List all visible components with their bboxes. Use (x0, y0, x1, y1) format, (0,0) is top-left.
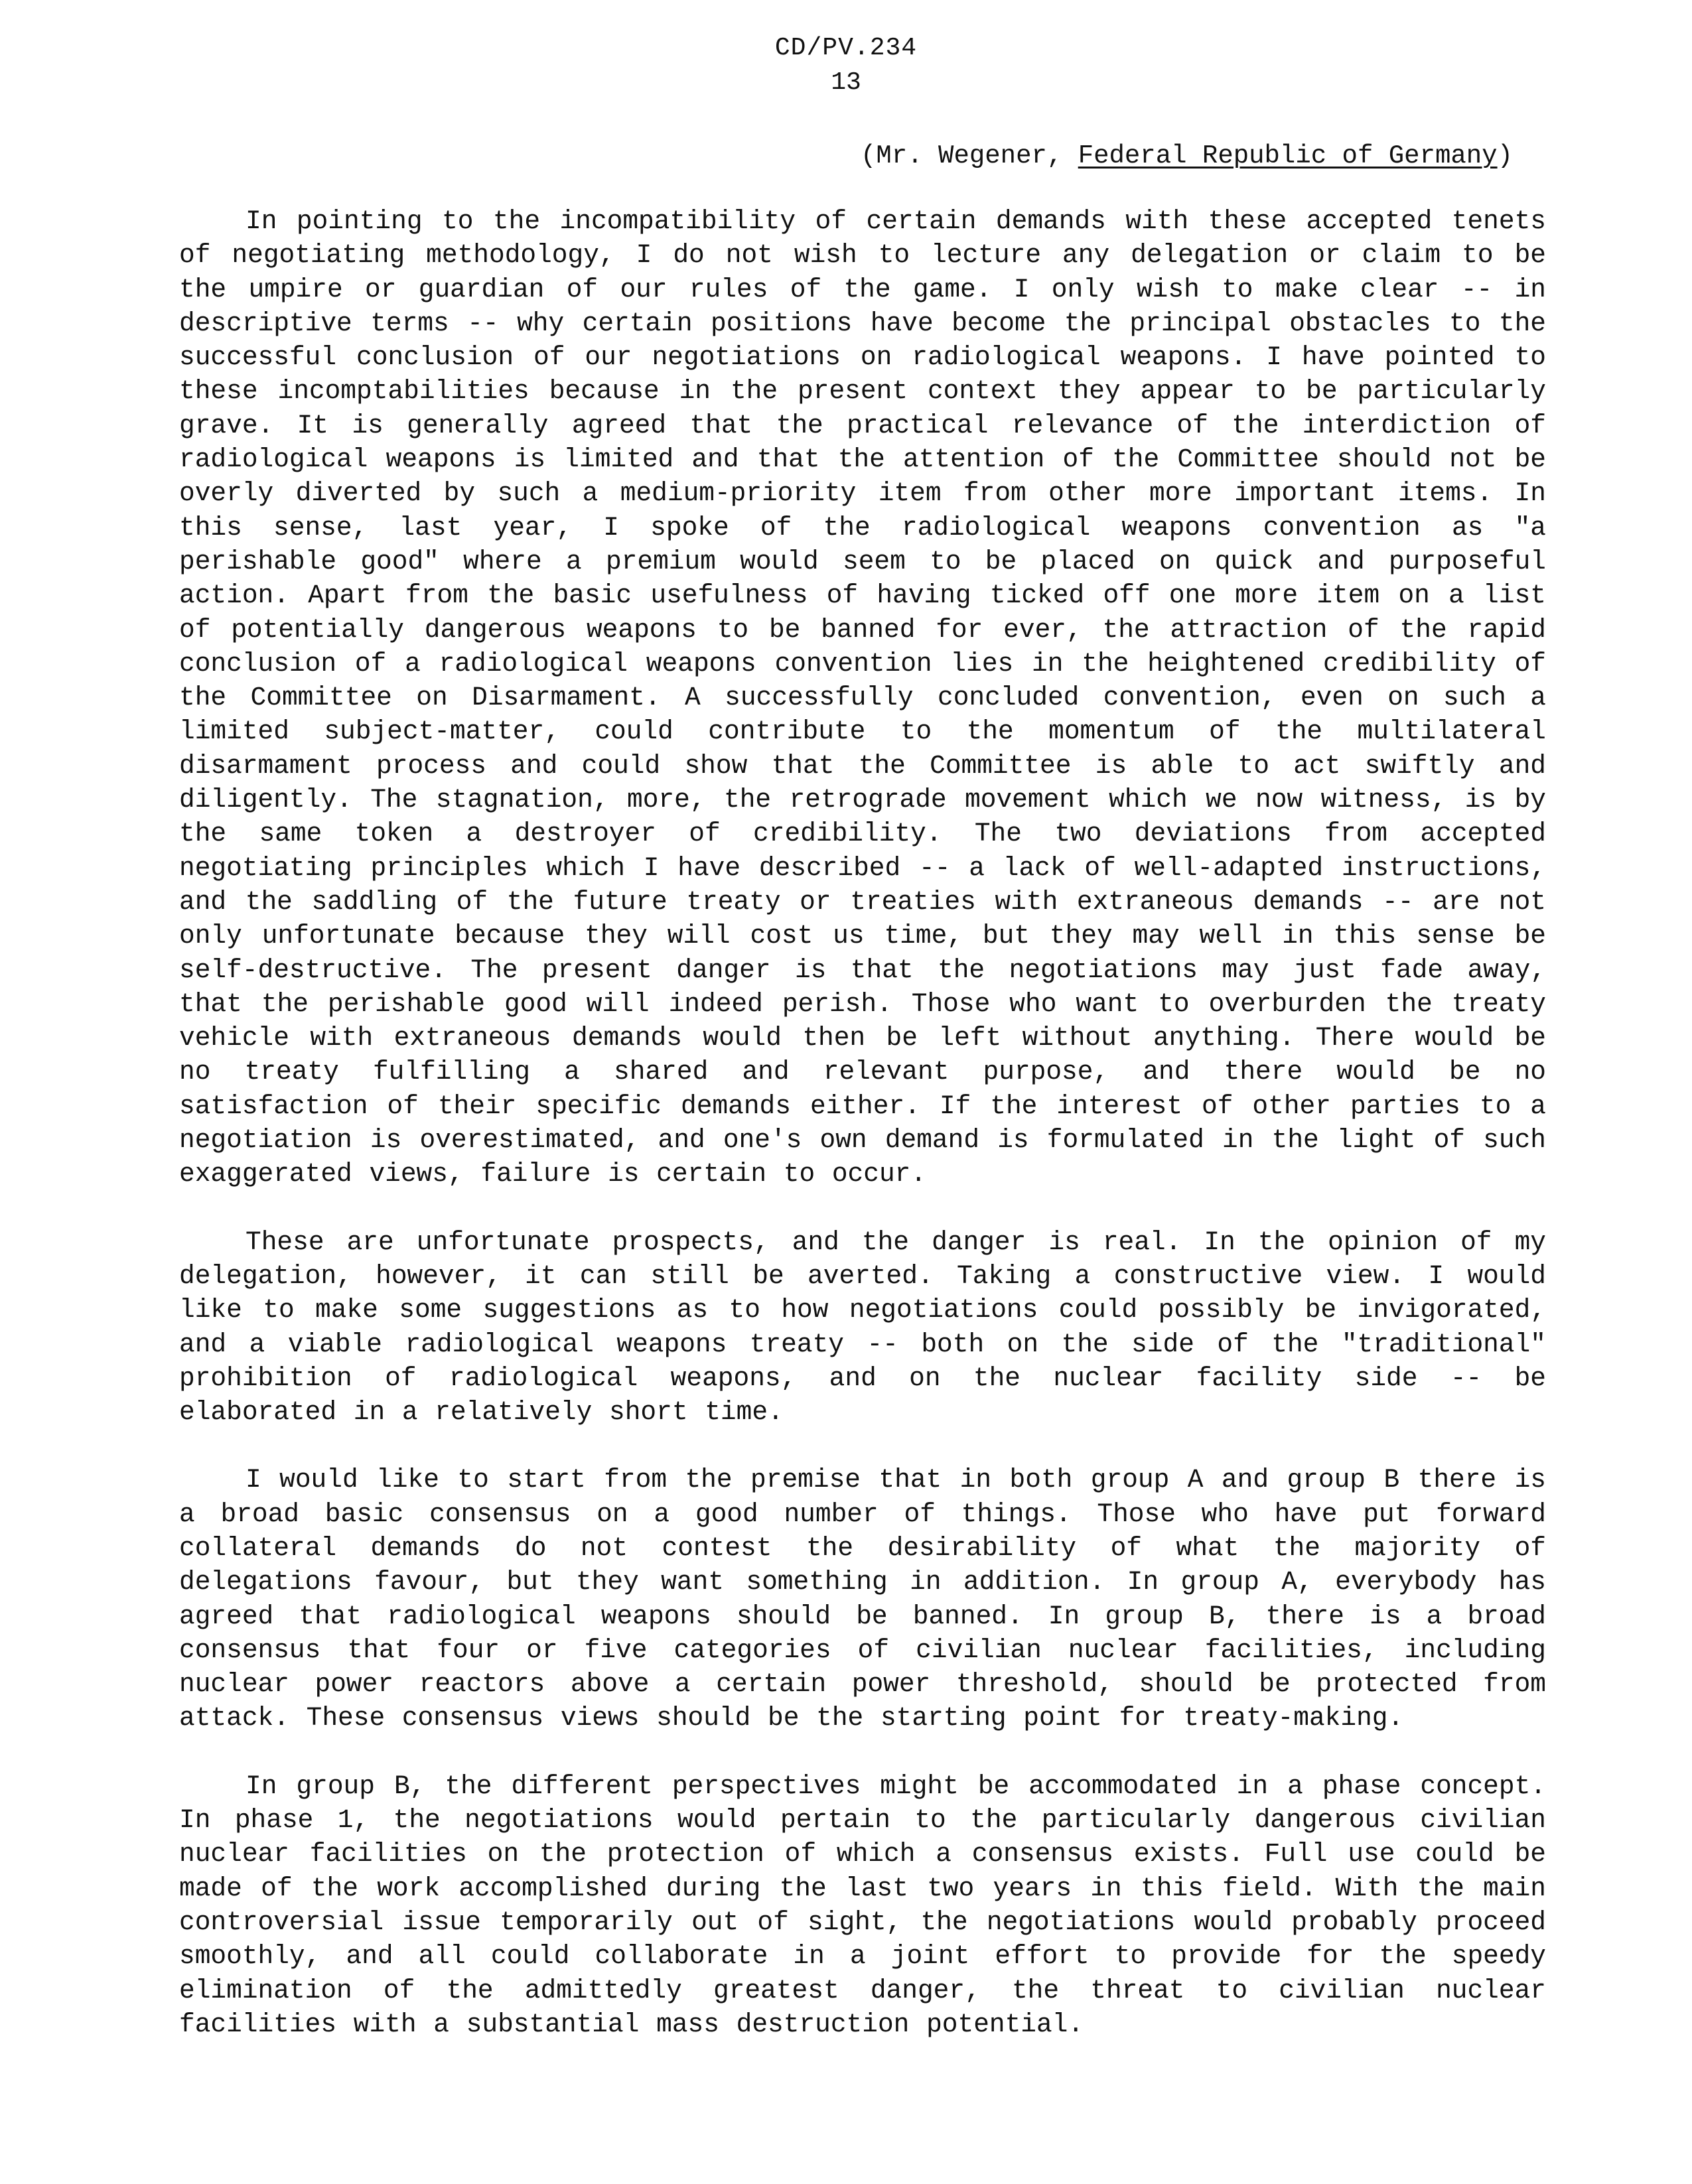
paragraph-4: In group B, the different perspectives might be accommodated in a phase concept. In phase 1, the negotiations would pertain to the particularly dangerous civilian nuclear facilities on the protection of which a consensus exists. Full use could be made of the work accomplished during the last two years in this field. With the main controversial issue temporarily out of sight, the negotiations would probably proceed smoothly, and all could collaborate in a joint effort to provide for the speedy elimination of the admittedly greatest danger, the threat to civilian nuclear facilities with a substantial mass destruction potential. (179, 1771, 1546, 2039)
paragraph-2: These are unfortunate prospects, and the danger is real. In the opinion of my delegation, however, it can still be averted. Taking a constructive view. I would like to make some suggestions as to how negotiations could possibly be invigorated, and a viable radiological weapons treaty -- both on the side of the "traditional" prohibition of radiological weapons, and on the nuclear facility side -- be elaborated in a relatively short time. (179, 1227, 1546, 1428)
page-number: 13 (831, 68, 861, 97)
speaker-country: Federal Republic of Germany (1078, 141, 1498, 171)
document-symbol: CD/PV.234 (774, 34, 918, 62)
speaker-attribution (861, 139, 1513, 172)
paragraph-1: In pointing to the incompatibility of certain demands with these accepted tenets of negotiating methodology, I do not wish to lecture any delegation or claim to be the umpire or guardian of our rules of the game. I only wish to make clear -- in descriptive terms -- why certain positions have become the principal obstacles to the successful conclusion of our negotiations on radiological weapons. I have pointed to these incomptabilities because in the present context they appear to be particularly grave. It is generally agreed that the practical relevance of the interdiction of radiological weapons is limited and that the attention of the Committee should not be overly diverted by such a medium-priority item from other more important items. In this sense, last year, I spoke of the radiological weapons convention as "a perishable good" where a premium would seem to be placed on quick and purposeful action. Apart from the basic usefulness of having ticked off one more item on a list of potentially dangerous weapons to be banned for ever, the attraction of the rapid conclusion of a radiological weapons convention lies in the heightened credibility of the Committee on Disarmament. A successfully concluded convention, even on such a limited subject-matter, could contribute to the momentum of the multilateral disarmament process and could show that the Committee is able to act swiftly and diligently. The stagnation, more, the retrograde movement which we now witness, is by the same token a destroyer of credibility. The two deviations from accepted negotiating principles which I have described -- a lack of well-adapted instructions, and the saddling of the future treaty or treaties with extraneous demands -- are not only unfortunate because they will cost us time, but they may well in this sense be self-destructive. The present danger is that the negotiations may just fade away, that the perishable good will indeed perish. Those who want to overburden the treaty vehicle with extraneous demands would then be left without anything. There would be no treaty fulfilling a shared and relevant purpose, and there would be no satisfaction of their specific demands either. If the interest of other parties to a negotiation is overestimated, and one's own demand is formulated in the light of such exaggerated views, failure is certain to occur. (179, 206, 1546, 1190)
paragraph-3: I would like to start from the premise that in both group A and group B there is a broad basic consensus on a good number of things. Those who have put forward collateral demands do not contest the desirability of what the majority of delegations favour, but they want something in addition. In group A, everybody has agreed that radiological weapons should be banned. In group B, there is a broad consensus that four or five categories of civilian nuclear facilities, including nuclear power reactors above a certain power threshold, should be protected from attack. These consensus views should be the starting point for treaty-making. (179, 1465, 1546, 1734)
speaker-prefix: (Mr. Wegener, (861, 141, 1078, 171)
speech-body (179, 204, 1546, 2041)
speaker-suffix: ) (1497, 141, 1513, 171)
